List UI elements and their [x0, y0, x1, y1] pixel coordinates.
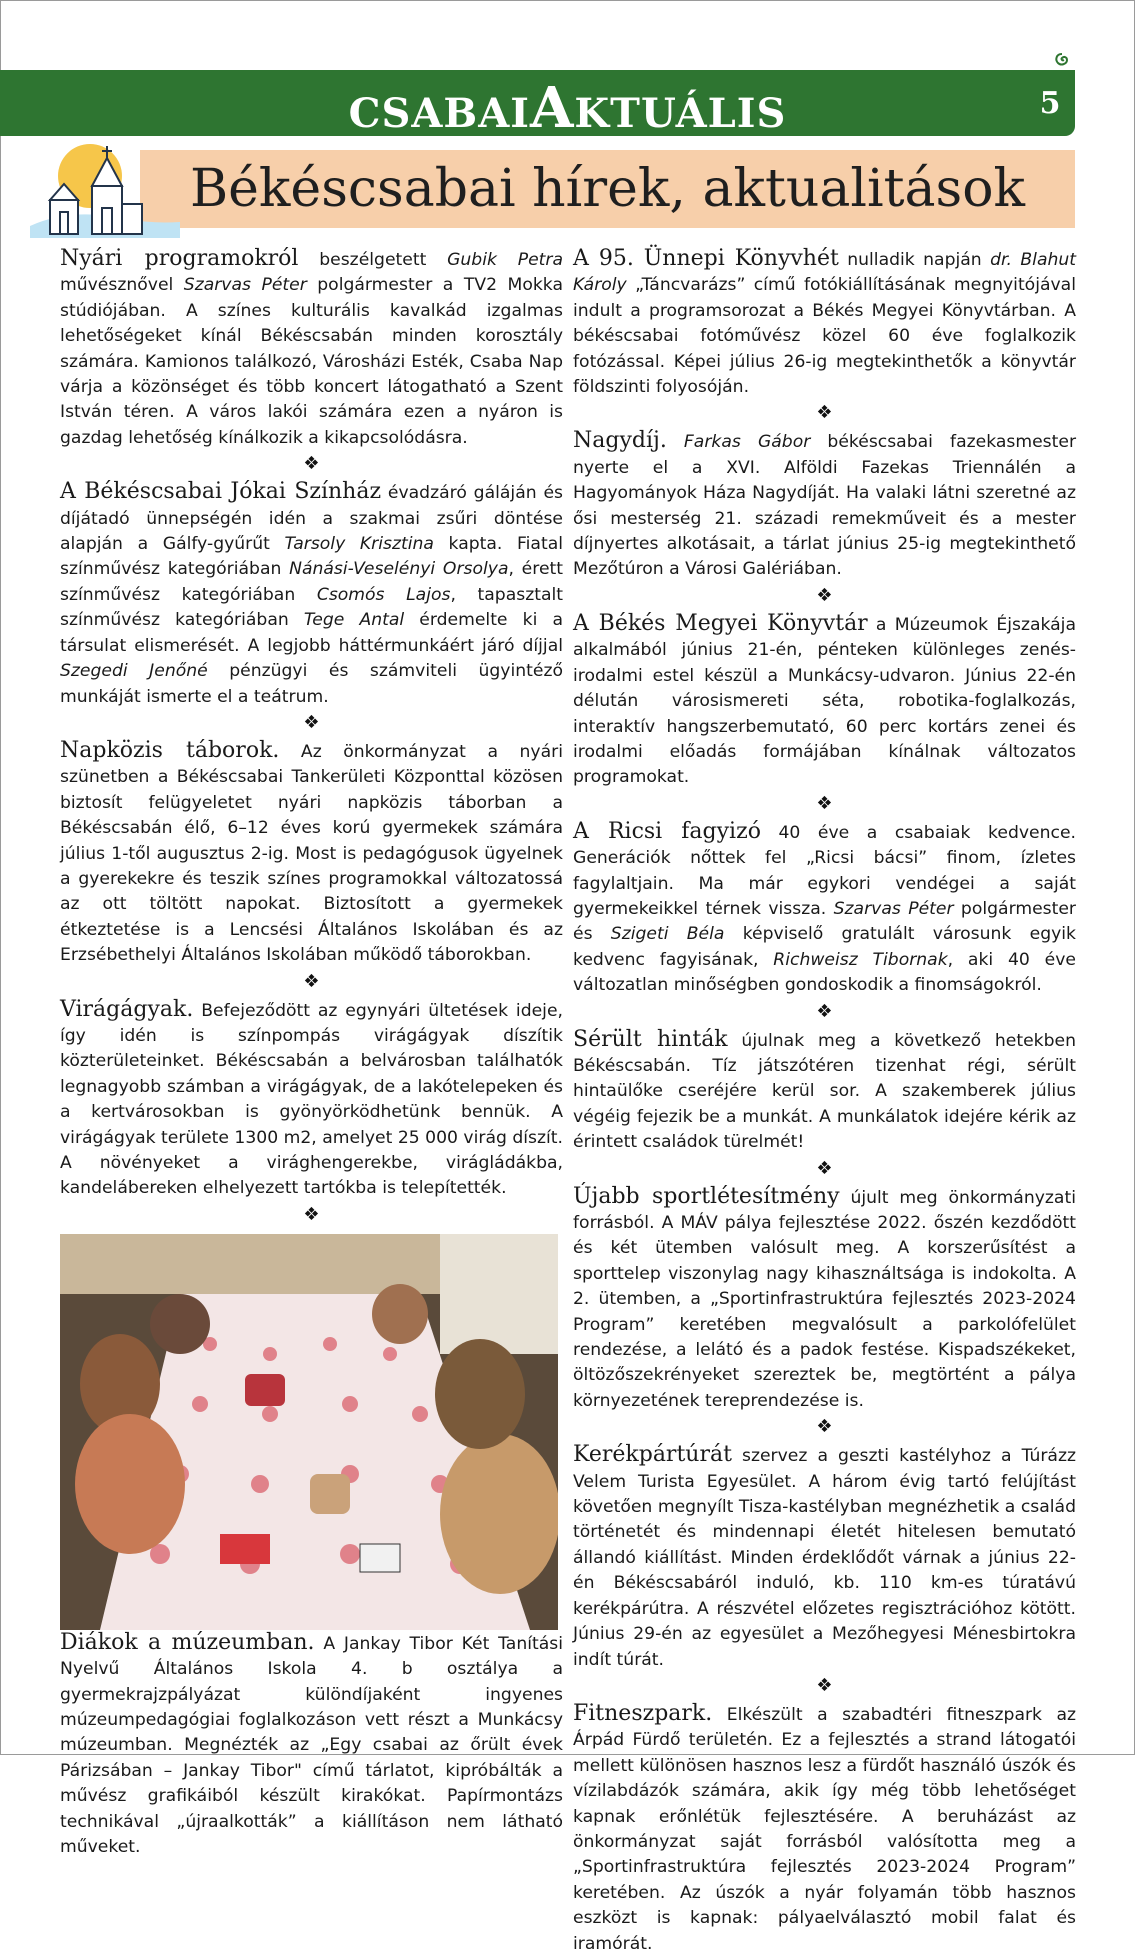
separator-icon: ❖: [303, 1203, 320, 1225]
right-column: [573, 246, 1076, 1957]
separator-icon: ❖: [303, 970, 320, 992]
page-headline: Békéscsabai hírek, aktualitások: [189, 159, 1026, 219]
separator-icon: ❖: [303, 453, 320, 475]
article-book-week: A 95. Ünnepi Könyvhét nulladik napján dr. Blahut Károly „Táncvarázs” című fotókiállításának megnyitójával indult a programsorozat a Békés Megyei Könyvtárban. A békéscsabai fotóművész közel 60 éve foglalkozik fotózással. Képei július 26-ig megtekinthetők a könyvtár földszinti folyosóján.: [573, 246, 1076, 398]
separator-icon: ❖: [816, 1674, 833, 1696]
article-summer-programs: Nyári programokról beszélgetett Gubik Petra művésznővel Szarvas Péter polgármester a TV2 Mokka stúdiójában. A színes kulturális kavalkád izgalmas lehetőségeket kínál Békéscsabán minden korosztály számára. Kamionos találkozó, Városházi Esték, Csaba Nap várja a közönséget és több koncert látogatható a Szent István téren. A város lakói számára ezen a nyáron is gazdag lehetőség kínálkozik a kikapcsolódásra.: [60, 246, 563, 448]
separator-icon: ❖: [816, 792, 833, 814]
article-day-camps: Napközis táborok. Az önkormányzat a nyári szünetben a Békéscsabai Tankerületi Központtal közösen biztosít felügyeletet nyári napközis táborban a Békéscsabán élő, 6–12 éves korú gyermekek számára július 1-től augusztus 2-ig. Most is pedagógusok ügyelnek a gyerekekre és teszik színes programokkal változatossá az ott töltött napokat. Biztosított a gyermekek étkeztetése is a Lencsési Általános Iskolában és az Erzsébethelyi Általános Iskolában működő táborokban.: [60, 737, 563, 966]
masthead-title: CSABAIAKTUÁLIS: [348, 75, 787, 141]
separator-icon: ❖: [816, 1000, 833, 1022]
article-sports-facility: Újabb sportlétesítmény újult meg önkormányzati forrásból. A MÁV pálya fejlesztése 2022. őszén kezdődött és két ütemben valósult meg. A korszerűsítést a sporttelep viszonylag nagy kihasználtsága is indokolta. A 2. ütemben, a „Sportinfrastruktúra fejlesztés 2023-2024 Program” keretében megvalósult a parkolófelület rendezése, a lelátó és a padok festése. Kispadszékeket, öltözőszekrényeket szereztek be, megtörtént a pálya környezetének tereprendezése is.: [573, 1183, 1076, 1411]
article-county-library: A Békés Megyei Könyvtár a Múzeumok Éjszakája alkalmából június 21-én, pénteken különleges zenés-irodalmi estel készül a Munkácsy-udvaron. Június 22-én délután városismereti séta, robotika-foglalkozás, interaktív hangszerbemutató, 60 perc kortárs zenei és irodalmi előadás formájában kínálnak változatos programokat.: [573, 610, 1076, 788]
swirl-icon: [1052, 50, 1072, 70]
article-swings: Sérült hinták újulnak meg a következő hetekben Békéscsabán. Tíz játszótéren tizenhat régi, sérült hintaülőke cseréjére kerül sor. A szakemberek július végéig fejezik be a munkát. A munkálatok idejére kérik az érintett családok türelmét!: [573, 1026, 1076, 1153]
article-ice-cream: A Ricsi fagyizó 40 éve a csabaiak kedvence. Generációk nőttek fel „Ricsi bácsi” finom, ízletes fagylaltjain. Ma már egykori vendégei a saját gyermekeikkel térnek vissza. Szarvas Péter polgármester és Szigeti Béla képviselő gratulált városunk egyik kedvenc fagyisának, Richweisz Tibornak, aki 40 éve változatlan minőségben gondoskodik a finomságokról.: [573, 818, 1076, 996]
separator-icon: ❖: [816, 584, 833, 606]
article-theatre-awards: A Békéscsabai Jókai Színház évadzáró gáláján és díjátadó ünnepségén idén a szakmai zsűri döntése alapján a Gálfy-gyűrűt Tarsoly Krisztina kapta. Fiatal színművész kategóriában Nánási-Veselényi Orsolya, érett színművész kategóriában Csomós Lajos, tapasztalt színművész kategóriában Tege Antal érdemelte ki a társulat elismerését. A legjobb háttérmunkáért járó díjjal Szegedi Jenőné pénzügyi és számviteli ügyintéző munkáját ismerte el a teátrum.: [60, 479, 564, 707]
separator-icon: ❖: [816, 402, 833, 424]
church-sun-logo: [30, 138, 180, 238]
article-flowerbeds: Virágágyak. Befejeződött az egynyári ültetések ideje, így idén is színpompás virágágyak díszítik közterületeinket. Békéscsabán a belvárosban találhatók legnagyobb számban a virágágyak, de a lakótelepeken és a kertvárosokban is gyönyörködhetünk bennük. A virágágyak területe 1300 m2, amelyet 25 000 virág díszít. A növényeket a virághengerekbe, virágládákba, kandelábereken elhelyezett tartókba is telepítették.: [60, 996, 563, 1199]
article-fitness-park: Fitneszpark. Elkészült a szabadtéri fitneszpark az Árpád Fürdő területén. Ez a fejlesztés a strand látogatói mellett különösen hasznos lesz a fürdőt használó úszók és vízilabdázók számára, akik így még több lehetőséget kapnak erőnlétük fejlesztésére. A beruházást az önkormányzat saját forrásból valósította meg a „Sportinfrastruktúra fejlesztés 2023-2024 Program” keretében. Az úszók a nyár folyamán több hasznos eszközt is kapnak: pályaelválasztó mobil falat és iramórát.: [573, 1700, 1076, 1954]
museum-workshop-photo: [60, 1234, 558, 1630]
left-column: [60, 246, 563, 1860]
separator-icon: ❖: [303, 711, 320, 733]
page-number: 5: [1039, 86, 1061, 121]
article-museum-students: Diákok a múzeumban. A Jankay Tibor Két Tanítási Nyelvű Általános Iskola 4. b osztálya a gyermekrajzpályázat különdíjaként ingyenes múzeumpedagógiai foglalkozáson vett részt a Munkácsy múzeumban. Megnézték az „Egy csabai az őrült évek Párizsában – Jankay Tibor" című tárlatot, kipróbálták a művész grafikáiból készült kirakókat. Papírmontázs technikával „újraalkották” a kiállításon nem látható műveket.: [60, 1629, 563, 1858]
separator-icon: ❖: [816, 1416, 833, 1438]
article-bike-tour: Kerékpártúrát szervez a geszti kastélyhoz a Túrázz Velem Turista Egyesület. A három évig tartó felújítást követően megnyílt Tisza-kastélyban megnézhetik a család történetét és mindennapi életét hitelesen bemutató állandó kiállítást. Minden érdeklődőt várnak a június 22-én Békéscsabáról induló, kb. 110 km-es túratávú kerékpárútra. A részvétel előzetes regisztrációhoz kötött. Június 29-én az egyesület a Mezőhegyesi Ménesbirtokra indít túrát.: [573, 1442, 1076, 1670]
article-grand-prize: Nagydíj. Farkas Gábor békéscsabai fazekasmester nyerte el a XVI. Alföldi Fazekas Triennálén a Hagyományok Háza Nagydíját. Ha valaki látni szeretné az ősi mesterség 21. századi remekműveit és a mester díjnyertes alkotásait, a tárlat június 25-ig megtekinthető Mezőtúron a Városi Galériában.: [573, 428, 1077, 580]
separator-icon: ❖: [816, 1157, 833, 1179]
